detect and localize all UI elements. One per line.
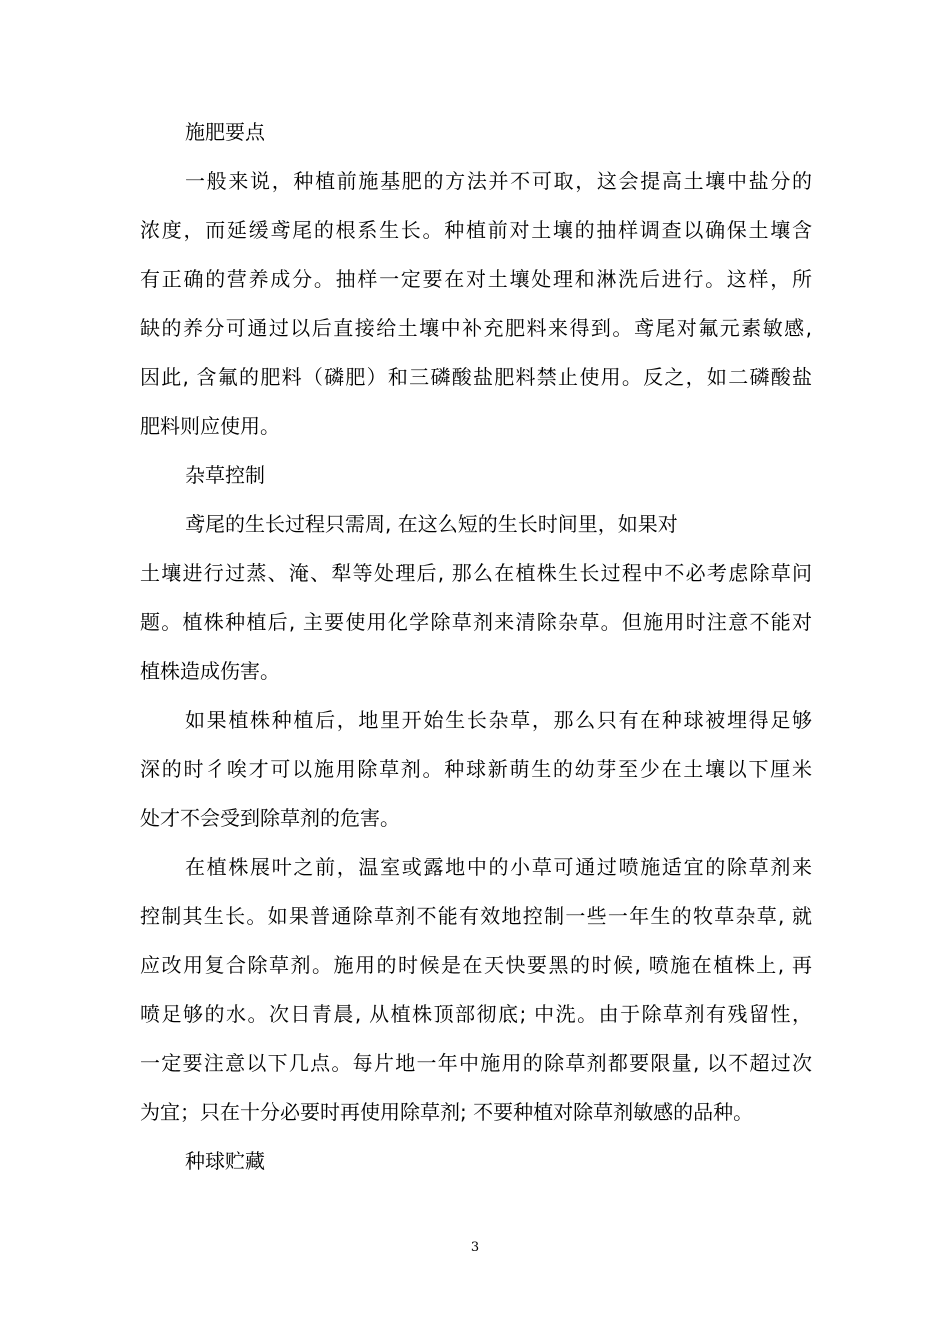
text-line: 深的时彳唉才可以施用除草剂。种球新萌生的幼芽至少在土壤以下厘米 [140,757,812,781]
page-number: 3 [470,1240,480,1255]
text-line: 一般来说，种植前施基肥的方法并不可取，这会提高土壤中盐分的 [185,169,812,193]
text-line: 因此, 含氟的肥料（磷肥）和三磷酸盐肥料禁止使用。反之，如二磷酸盐 [140,365,812,389]
text-line: 土壤进行过蒸、淹、犁等处理后, 那么在植株生长过程中不必考虑除草问 [140,561,812,585]
section-heading-fertilizing: 施肥要点 [185,120,265,144]
paragraph-weed-control-1 [140,500,812,696]
section-heading-bulb-storage: 种球贮藏 [185,1149,265,1173]
text-line: 有正确的营养成分。抽样一定要在对土壤处理和淋洗后进行。这样，所 [140,267,812,291]
text-line: 鸢尾的生长过程只需周, 在这么短的生长时间里，如果对 [185,512,678,536]
text-line: 应改用复合除草剂。施用的时候是在天快要黑的时候, 喷施在植株上, 再 [140,953,812,977]
text-line: 一定要注意以下几点。每片地一年中施用的除草剂都要限量, 以不超过次 [140,1051,812,1075]
text-line: 控制其生长。如果普通除草剂不能有效地控制一些一年生的牧草杂草, 就 [140,904,812,928]
text-line: 处才不会受到除草剂的危害。 [140,806,400,830]
text-line: 题。植株种植后, 主要使用化学除草剂来清除杂草。但施用时注意不能对 [140,610,812,634]
text-line: 浓度，而延缓鸢尾的根系生长。种植前对土壤的抽样调查以确保土壤含 [140,218,812,242]
text-line: 喷足够的水。次日青晨, 从植株顶部彻底; 中洗。由于除草剂有残留性， [140,1002,812,1026]
paragraph-fertilizing [140,157,812,451]
text-line: 缺的养分可通过以后直接给土壤中补充肥料来得到。鸢尾对氟元素敏感, [140,316,812,340]
text-line: 为宜；只在十分必要时再使用除草剂; 不要种植对除草剂敏感的品种。 [140,1100,754,1124]
text-line: 植株造成伤害。 [140,659,280,683]
text-line: 如果植株种植后，地里开始生长杂草，那么只有在种球被埋得足够 [185,708,812,732]
text-line: 肥料则应使用。 [140,414,280,438]
paragraph-weed-control-3 [140,843,812,1137]
section-heading-weed-control: 杂草控制 [185,463,265,487]
paragraph-weed-control-2 [140,696,812,843]
text-line: 在植株展叶之前，温室或露地中的小草可通过喷施适宜的除草剂来 [185,855,812,879]
document-body [140,108,812,1186]
